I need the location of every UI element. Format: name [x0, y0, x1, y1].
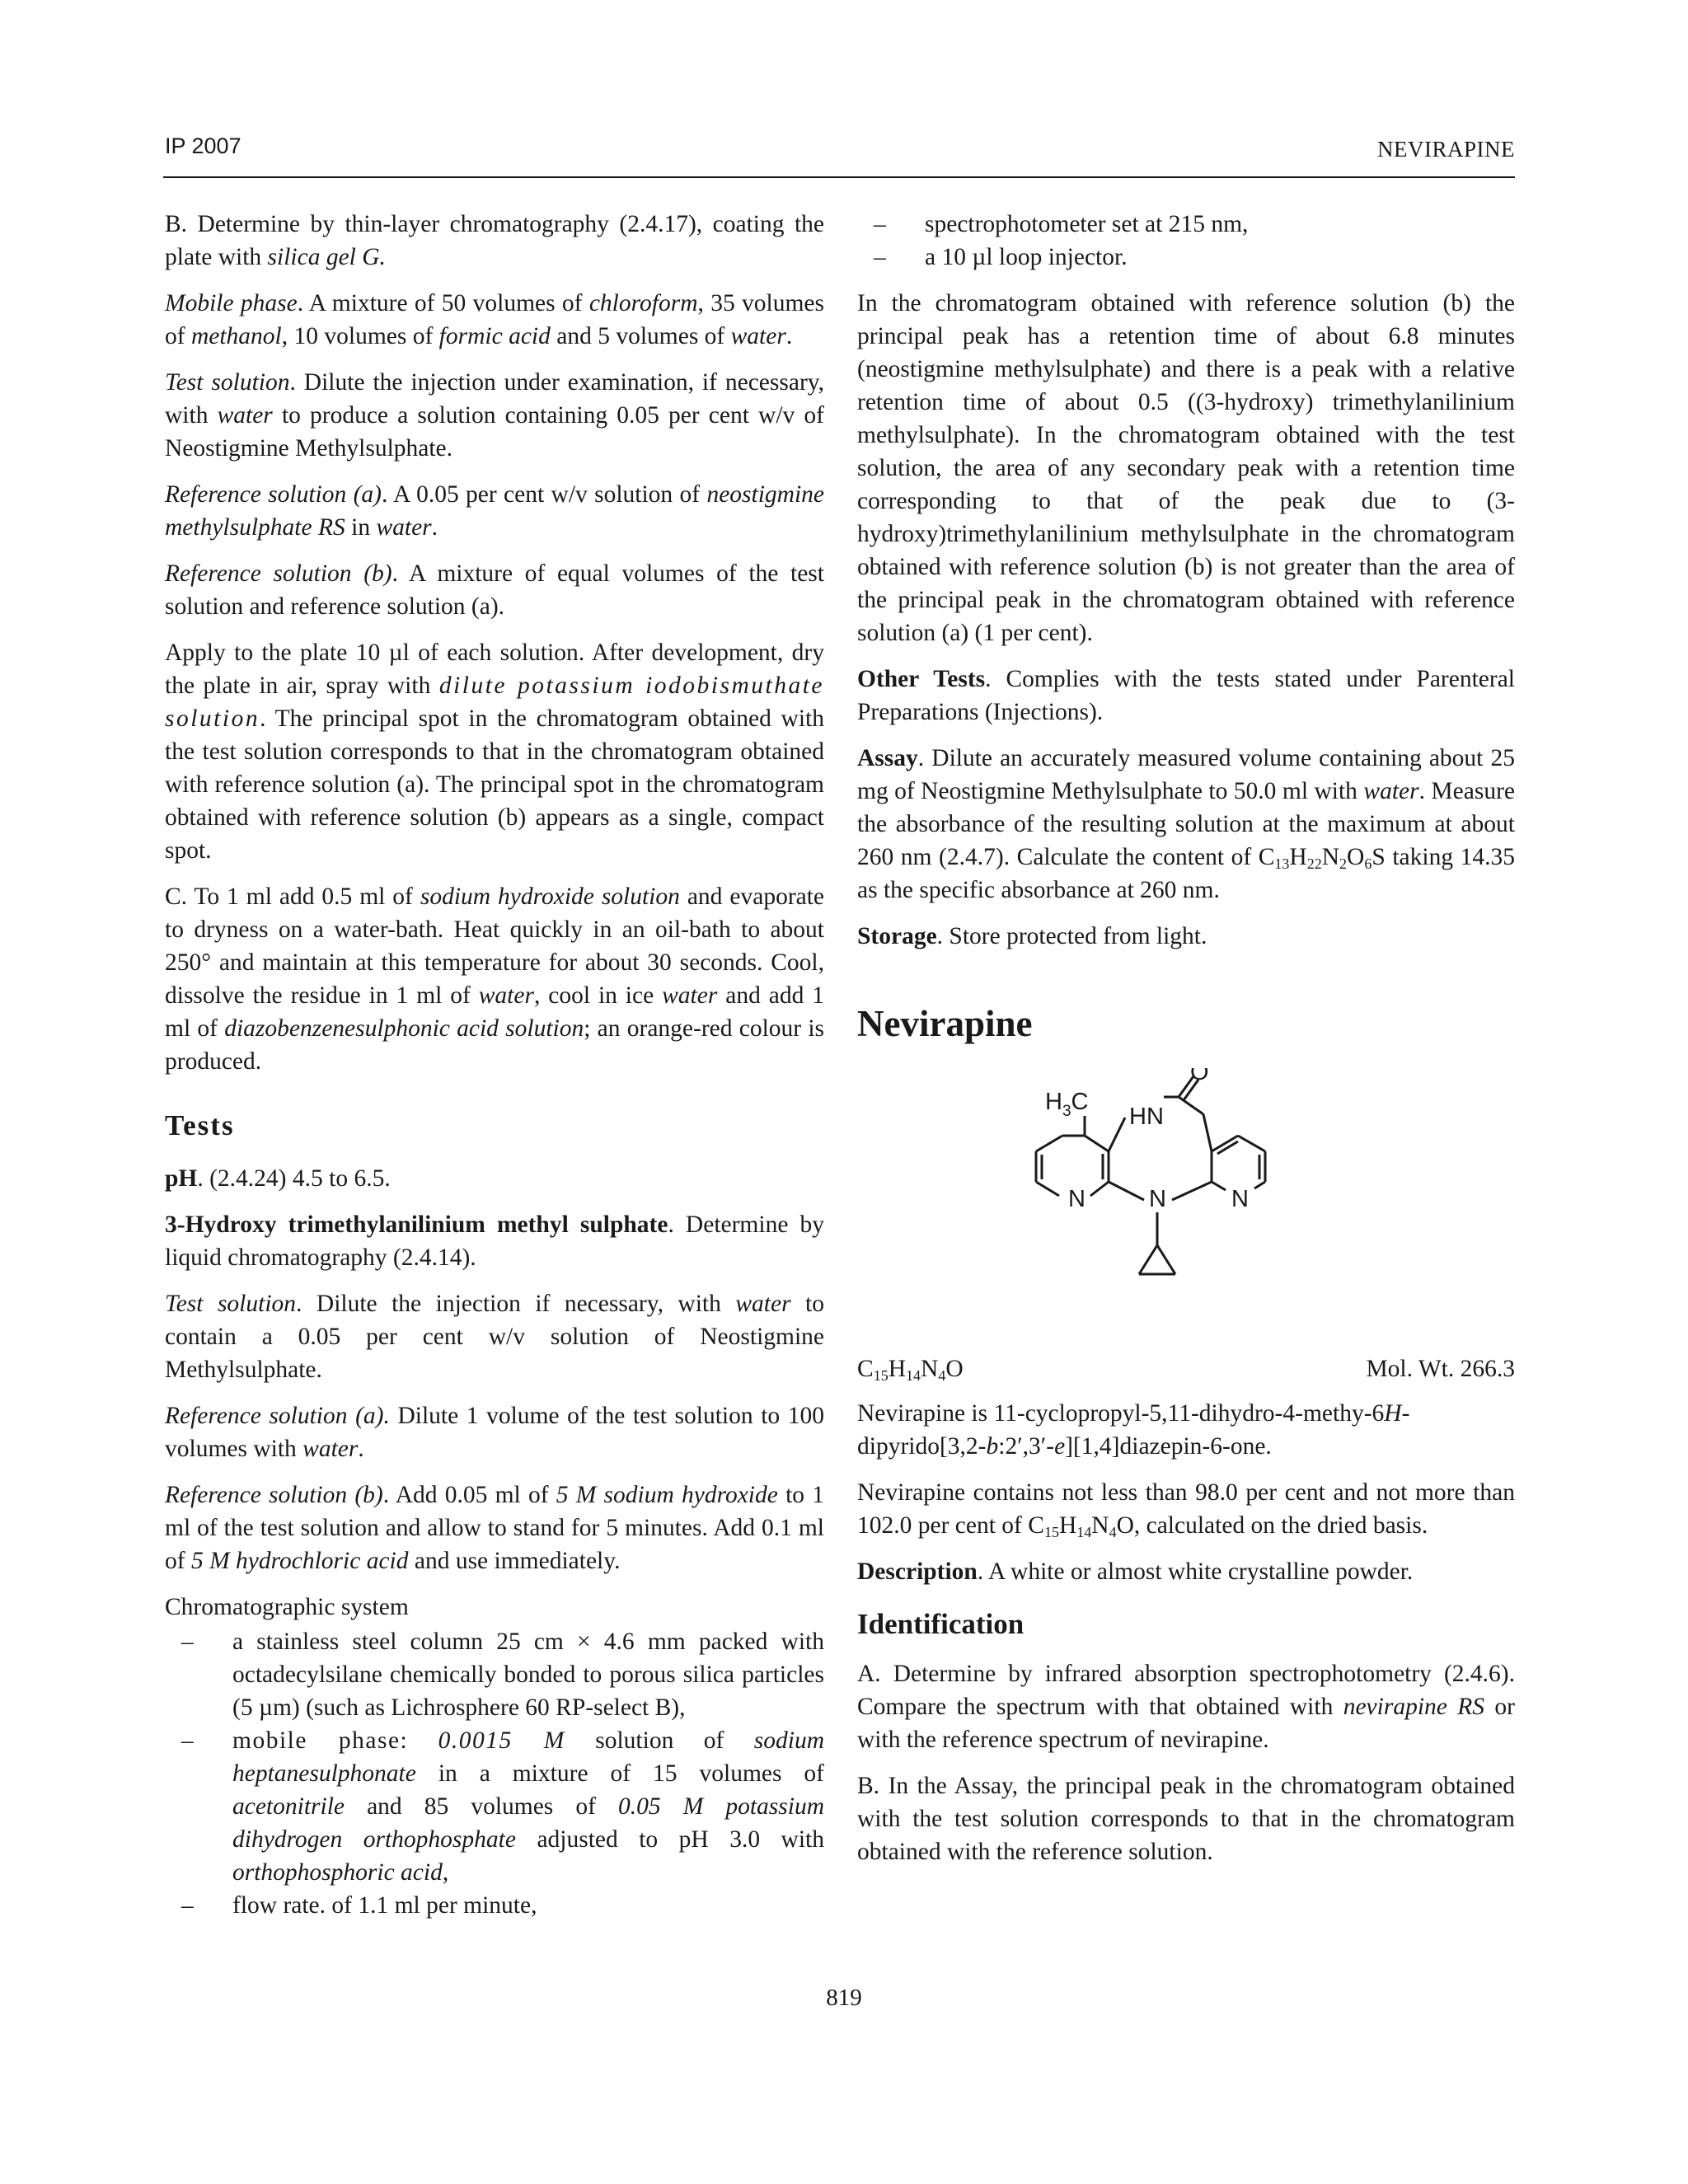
description: Description. A white or almost white crystalline powder. — [857, 1558, 1414, 1585]
chemical-name: Nevirapine is 11-cyclopropyl-5,11-dihydro-4-methy-6H-dipyrido[3,2-b:2′,3′-e][1,4]diazepin-6-one. — [857, 1400, 1410, 1460]
content-statement: Nevirapine contains not less than 98.0 per cent and not more than 102.0 per cent of $C_{15}H_{14}N_4O$, calculated on the dried basis. — [857, 1479, 1515, 1540]
lc-test-solution: Test solution. Dilute the injection if necessary, with water to contain a 0.05 per cent w/v solution of Neostigmine Methylsulphate. — [165, 1291, 824, 1383]
mobile-phase: Mobile phase. A mixture of 50 volumes of chloroform, 35 volumes of methanol, 10 volumes of formic acid and 5 volumes of water. — [165, 290, 825, 349]
list-item: – spectrophotometer set at 215 nm, — [874, 211, 1249, 237]
molecular-formula: $C_{15}H_{14}N_4O$ — [857, 1356, 964, 1384]
identification-b-assay: B. In the Assay, the principal peak in the chromatogram obtained with the test solution corresponds to that in the chromatogram obtained with the reference solution. — [857, 1773, 1515, 1865]
molecular-weight: Mol. Wt. 266.3 — [1366, 1356, 1515, 1382]
identification-a: A. Determine by infrared absorption spectrophotometry (2.4.6). Compare the spectrum with that obtained with nevirapine RS or with the reference spectrum of nevirapine. — [857, 1661, 1515, 1753]
assay: Assay. Dilute an accurately measured volume containing about 25 mg of Neostigmine Methylsulphate to 50.0 ml with water. Measure the absorbance of the resulting solution at the maximum at about 260 nm (2.4.7). Calculate the content of $C_{13}H_{22}N_2O_6S$ taking 14.35 as the specific absorbance at 260 nm. — [857, 745, 1515, 903]
right-column — [857, 208, 1515, 1882]
list-item: – flow rate. of 1.1 ml per minute, — [181, 1892, 537, 1919]
other-tests: Other Tests. Complies with the tests stated under Parenteral Preparations (Injections). — [857, 666, 1515, 725]
test-solution: Test solution. Dilute the injection under examination, if necessary, with water to produce a solution containing 0.05 per cent w/v of Neostigmine Methylsulphate. — [165, 369, 825, 462]
pyridine-nitrogen-left: N — [1068, 1186, 1085, 1212]
carbonyl-oxygen-label: O — [1190, 1068, 1209, 1085]
chromatographic-system-list — [165, 1625, 824, 1922]
identification-c: C. To 1 ml add 0.5 ml of sodium hydroxide solution and evaporate to dryness on a water-bath. Heat quickly in an oil-bath to about 250° and maintain at this temperature for about 30 seconds. Cool, dissolve the residue in 1 ml of water, cool in ice water and add 1 ml of diazobenzenesulphonic acid solution; an orange-red colour is produced. — [165, 883, 825, 1075]
apply-paragraph: Apply to the plate 10 µl of each solution. After development, dry the plate in air, spray with dilute potassium iodobismuthate solution. The principal spot in the chromatogram obtained with the test solution corresponds to that in the chromatogram obtained with reference solution (a). The principal spot in the chromatogram obtained with reference solution (b) appears as a single, compact spot. — [165, 640, 825, 864]
list-item: – a 10 µl loop injector. — [874, 244, 1128, 270]
reference-solution-a: Reference solution (a). A 0.05 per cent w/v solution of neostigmine methylsulphate RS in water. — [165, 481, 824, 541]
monograph-title: Nevirapine — [857, 1003, 1033, 1044]
amide-nh-label: HN — [1129, 1104, 1164, 1130]
nevirapine-structure-diagram — [857, 1068, 1517, 1315]
storage: Storage. Store protected from light. — [857, 923, 1207, 949]
chromatographic-system-label: Chromatographic system — [165, 1594, 409, 1620]
identification-b: B. Determine by thin-layer chromatography (2.4.17), coating the plate with silica gel G. — [165, 211, 824, 270]
assay-formula: $C_{13}H_{22}N_2O_6S$ — [1258, 844, 1386, 872]
lc-reference-solution-a: Reference solution (a). Dilute 1 volume of the test solution to 100 volumes with water. — [165, 1403, 824, 1462]
reference-solution-b: Reference solution (b). A mixture of equal volumes of the test solution and reference solution (a). — [165, 560, 824, 620]
methyl-label: $H_3C$ — [1045, 1089, 1089, 1120]
formula-row — [857, 1352, 1515, 1385]
pyridine-nitrogen-right: N — [1231, 1186, 1249, 1212]
hydroxy-test: 3-Hydroxy trimethylanilinium methyl sulphate. Determine by liquid chromatography (2.4.14). — [165, 1212, 824, 1271]
tests-heading: Tests — [165, 1109, 235, 1141]
lc-reference-solution-b: Reference solution (b). Add 0.05 ml of 5 M sodium hydroxide to 1 ml of the test solution and allow to stand for 5 minutes. Add 0.1 ml of 5 M hydrochloric acid and use immediately. — [165, 1482, 825, 1574]
page-number: 819 — [826, 1985, 862, 2011]
chromatogram-paragraph: In the chromatogram obtained with reference solution (b) the principal peak has a retention time of about 6.8 minutes (neostigmine methylsulphate) and there is a peak with a relative retention time of about 0.5 ((3-hydroxy) trimethylanilinium methylsulphate). In the chromatogram obtained with the test solution, the area of any secondary peak with a retention time corresponding to that of the peak due to (3-hydroxy)trimethylanilinium methylsulphate in the chromatogram obtained with reference solution (b) is not greater than the area of the principal peak in the chromatogram obtained with reference solution (a) (1 per cent). — [857, 290, 1515, 646]
list-item: – a stainless steel column 25 cm × 4.6 mm packed with octadecylsilane chemically bonded to porous silica particles (5 µm) (such as Lichrosphere 60 RP-select B), — [181, 1629, 824, 1721]
identification-heading: Identification — [857, 1608, 1025, 1640]
page-header — [163, 132, 1515, 178]
chromatographic-system-list-continued — [857, 208, 1515, 274]
list-item: – mobile phase: 0.0015 M solution of sodium heptanesulphonate in a mixture of 15 volumes of acetonitrile and 85 volumes of 0.05 M potassium dihydrogen orthophosphate adjusted to pH 3.0 with orthophosphoric acid, — [181, 1727, 825, 1886]
bridge-nitrogen: N — [1149, 1186, 1166, 1212]
header-monograph: NEVIRAPINE — [1377, 137, 1515, 162]
header-edition: IP 2007 — [165, 134, 241, 158]
ph-test: pH. (2.4.24) 4.5 to 6.5. — [165, 1165, 391, 1192]
left-column — [165, 208, 824, 1922]
